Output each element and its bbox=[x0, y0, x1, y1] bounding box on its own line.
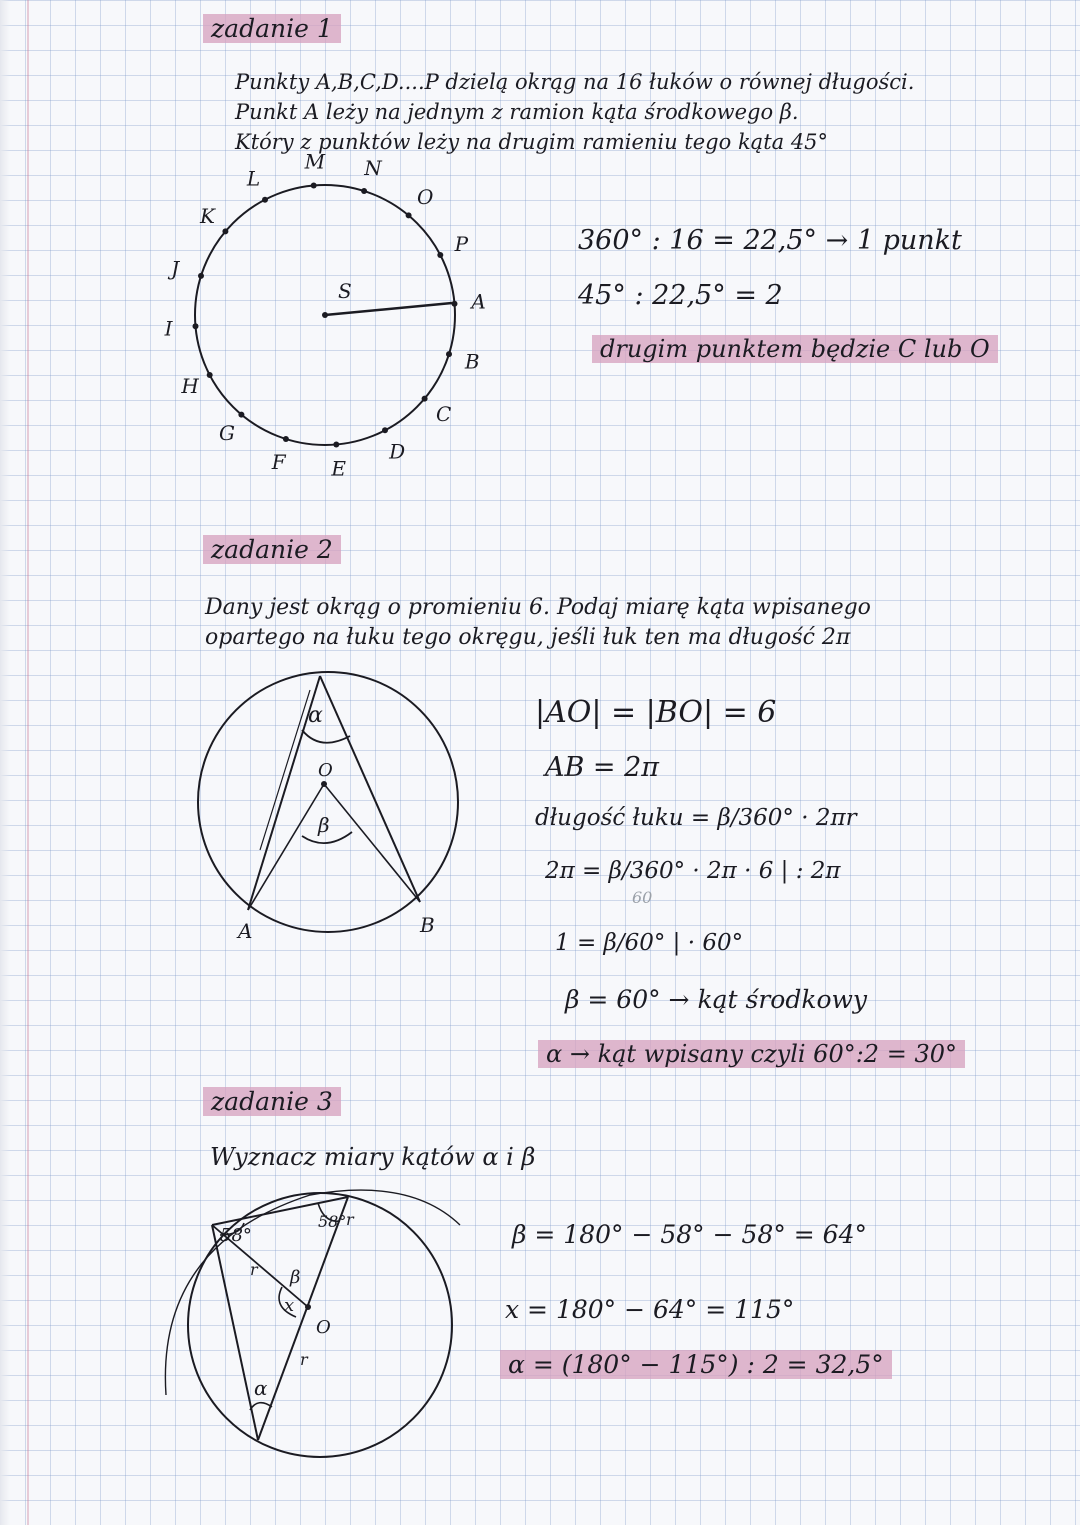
task1-point-l bbox=[262, 197, 268, 203]
task3-line-1: Wyznacz miary kątów α i β bbox=[210, 1143, 536, 1171]
task3-title: zadanie 3 bbox=[203, 1087, 341, 1116]
task1-point-m bbox=[311, 183, 317, 189]
task1-label-p: P bbox=[454, 231, 469, 256]
task2-b-label: B bbox=[420, 913, 435, 937]
task3-circle-diagram bbox=[160, 1185, 480, 1475]
task2-o-label: O bbox=[318, 760, 333, 781]
task1-point-h bbox=[207, 372, 213, 378]
task1-label-i: I bbox=[164, 316, 173, 341]
task1-label-m: M bbox=[304, 149, 326, 174]
task3-r-label-3: r bbox=[300, 1350, 308, 1369]
task1-label-f: F bbox=[271, 449, 286, 474]
task1-center-label: S bbox=[338, 279, 352, 303]
task1-label-h: H bbox=[181, 374, 199, 399]
task3-angle-58a: 58° bbox=[220, 1225, 252, 1246]
task1-point-n bbox=[361, 188, 367, 194]
task1-line-3: Który z punktów leży na drugim ramieniu tego kąta 45° bbox=[235, 130, 829, 154]
task2-calc-5: 60 bbox=[632, 888, 653, 907]
task2-answer: α → kąt wpisany czyli 60°:2 = 30° bbox=[538, 1040, 965, 1068]
task2-beta-label: β bbox=[318, 813, 330, 837]
task2-radius-oa bbox=[248, 784, 324, 910]
page-edge-shadow bbox=[0, 0, 10, 1525]
task1-label-e: E bbox=[331, 456, 347, 481]
task1-point-k bbox=[222, 228, 228, 234]
task2-sketch-line bbox=[260, 690, 310, 850]
task1-circle-diagram bbox=[160, 149, 500, 490]
task2-center-point bbox=[321, 781, 327, 787]
task1-label-d: D bbox=[389, 439, 406, 464]
task2-line-1: Dany jest okrąg o promieniu 6. Podaj miarę kąta wpisanego bbox=[205, 595, 871, 620]
task1-label-c: C bbox=[436, 402, 452, 426]
task3-r-label-1: r bbox=[346, 1210, 354, 1229]
task3-diameter bbox=[258, 1197, 348, 1440]
task2-calc-3: długość łuku = β/360° · 2πr bbox=[535, 805, 857, 831]
task1-calc-1: 360° : 16 = 22,5° → 1 punkt bbox=[578, 225, 962, 256]
task1-point-a bbox=[452, 301, 458, 307]
task3-calc-2: x = 180° − 64° = 115° bbox=[505, 1295, 795, 1324]
task1-point-c bbox=[422, 396, 428, 402]
task2-a-label: A bbox=[238, 919, 253, 943]
task2-calc-4: 2π = β/360° · 2π · 6 | : 2π bbox=[545, 858, 841, 884]
task3-center-point bbox=[305, 1304, 311, 1310]
task2-calc-7: β = 60° → kąt środkowy bbox=[565, 985, 868, 1014]
task1-label-j: J bbox=[171, 256, 180, 281]
task1-answer: drugim punktem będzie C lub O bbox=[592, 335, 998, 363]
task2-calc-2: AB = 2π bbox=[545, 752, 660, 783]
task2-title: zadanie 2 bbox=[203, 535, 341, 564]
margin-line bbox=[27, 0, 29, 1525]
task2-calc-1: |AO| = |BO| = 6 bbox=[535, 695, 777, 730]
task1-point-b bbox=[446, 351, 452, 357]
task1-radius-sa bbox=[325, 303, 452, 315]
task2-alpha-arc bbox=[302, 730, 350, 743]
task1-point-f bbox=[283, 436, 289, 442]
task2-calc-6: 1 = β/60° | · 60° bbox=[555, 930, 744, 956]
task1-title: zadanie 1 bbox=[203, 14, 341, 43]
task1-label-o: O bbox=[417, 185, 434, 209]
task1-point-e bbox=[333, 442, 339, 448]
task3-r-label-2: r bbox=[250, 1260, 258, 1279]
task1-label-n: N bbox=[364, 156, 382, 181]
task2-circle-diagram bbox=[180, 670, 500, 970]
task3-answer: α = (180° − 115°) : 2 = 32,5° bbox=[500, 1350, 892, 1379]
task2-chord-right bbox=[320, 676, 420, 902]
task1-label-g: G bbox=[219, 421, 235, 445]
task1-label-a: A bbox=[471, 289, 486, 314]
task1-point-o bbox=[406, 212, 412, 218]
task1-calc-2: 45° : 22,5° = 2 bbox=[578, 280, 783, 311]
task3-x-label: x bbox=[284, 1295, 295, 1316]
task1-point-d bbox=[382, 427, 388, 433]
task1-label-k: K bbox=[200, 204, 215, 228]
task1-line-1: Punkty A,B,C,D....P dzielą okrąg na 16 łuków o równej długości. bbox=[235, 70, 915, 94]
task2-line-2: opartego na łuku tego okręgu, jeśli łuk ten ma długość 2π bbox=[205, 625, 851, 650]
task1-label-l: L bbox=[246, 166, 261, 191]
task1-center-point bbox=[322, 312, 328, 318]
task3-o-label: O bbox=[316, 1317, 331, 1338]
task1-point-p bbox=[437, 252, 443, 258]
task3-calc-1: β = 180° − 58° − 58° = 64° bbox=[512, 1220, 867, 1249]
task3-alpha-label: α bbox=[254, 1376, 268, 1400]
task1-point-g bbox=[238, 412, 244, 418]
task1-line-2: Punkt A leży na jednym z ramion kąta środkowego β. bbox=[235, 100, 799, 124]
task1-label-b: B bbox=[464, 349, 480, 374]
task2-radius-ob bbox=[324, 784, 420, 902]
task2-alpha-label: α bbox=[308, 703, 323, 728]
task1-point-i bbox=[193, 323, 199, 329]
task3-beta-label: β bbox=[290, 1267, 301, 1288]
task3-angle-58b: 58° bbox=[318, 1212, 347, 1231]
task2-circle bbox=[198, 672, 458, 932]
task1-point-j bbox=[198, 273, 204, 279]
